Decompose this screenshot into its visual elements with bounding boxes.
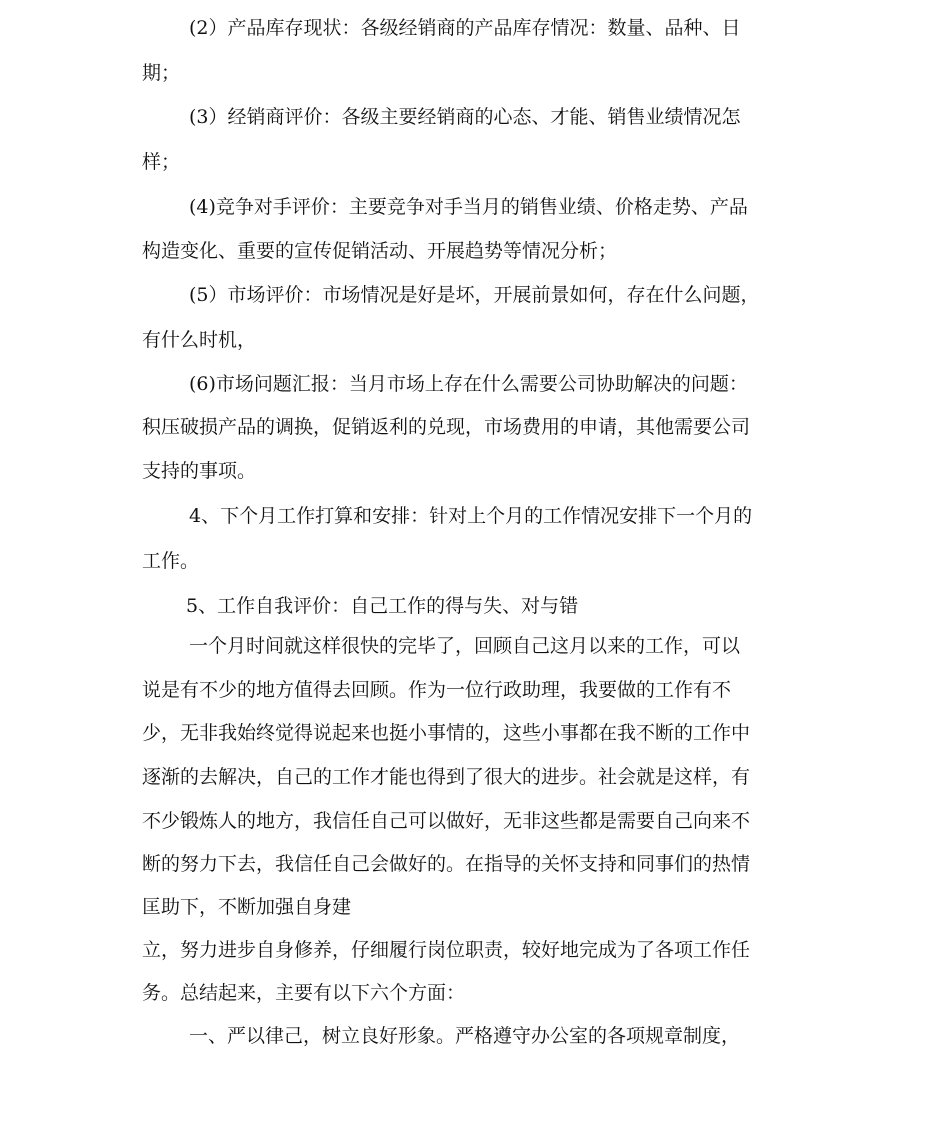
text-line: 支持的事项。 xyxy=(142,460,257,482)
text-line: 少，无非我始终觉得说起来也挺小事情的，这些小事都在我不断的工作中 xyxy=(142,722,751,744)
text-line: (4)竞争对手评价：主要竞争对手当月的销售业绩、价格走势、产品 xyxy=(189,196,748,218)
text-line: 样； xyxy=(142,151,181,173)
text-line: 断的努力下去，我信任自己会做好的。在指导的关怀支持和同事们的热情 xyxy=(142,853,751,875)
text-line: (6)市场问题汇报：当月市场上存在什么需要公司协助解决的问题： xyxy=(189,373,748,395)
text-line: (3）经销商评价：各级主要经销商的心态、才能、销售业绩情况怎 xyxy=(189,106,741,128)
text-line: 5、工作自我评价：自己工作的得与失、对与错 xyxy=(186,595,579,617)
text-line: 期； xyxy=(142,62,181,84)
text-line: 4、下个月工作打算和安排：针对上个月的工作情况安排下一个月的 xyxy=(189,505,753,527)
text-line: 一、严以律己，树立良好形象。严格遵守办公室的各项规章制度， xyxy=(189,1025,741,1047)
text-line: 有什么时机， xyxy=(142,329,257,351)
text-line: 立，努力进步自身修养，仔细履行岗位职责，较好地完成为了各项工作任 xyxy=(142,939,751,961)
text-line: 积压破损产品的调换，促销返利的兑现，市场费用的申请，其他需要公司 xyxy=(142,416,751,438)
text-line: 不少锻炼人的地方，我信任自己可以做好，无非这些都是需要自己向来不 xyxy=(142,810,751,832)
text-line: 工作。 xyxy=(142,550,200,572)
text-line: 逐渐的去解决，自己的工作才能也得到了很大的进步。社会就是这样，有 xyxy=(142,766,751,788)
text-line: (2）产品库存现状：各级经销商的产品库存情况：数量、品种、日 xyxy=(189,17,741,39)
text-line: (5）市场评价：市场情况是好是坏，开展前景如何，存在什么问题， xyxy=(189,284,760,306)
text-line: 说是有不少的地方值得去回顾。作为一位行政助理，我要做的工作有不 xyxy=(142,679,732,701)
text-line: 务。总结起来，主要有以下六个方面： xyxy=(142,982,466,1004)
text-line: 构造变化、重要的宣传促销活动、开展趋势等情况分析； xyxy=(142,240,618,262)
text-line: 一个月时间就这样很快的完毕了，回顾自己这月以来的工作，可以 xyxy=(189,635,741,657)
text-line: 匡助下，不断加强自身建 xyxy=(142,896,352,918)
